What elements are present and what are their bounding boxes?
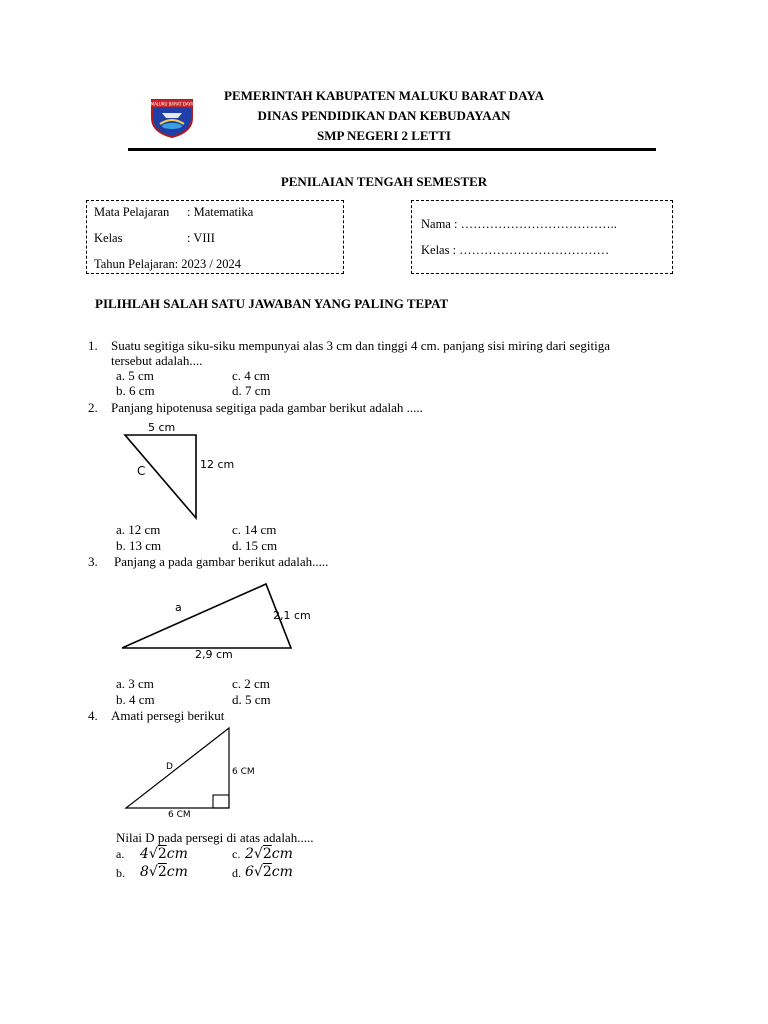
q2-text: Panjang hipotenusa segitiga pada gambar berikut adalah ..... [111,400,423,415]
q4-d-coef: 6 [245,864,254,880]
class-label: Kelas [94,231,123,245]
q4-option-d-label: d. [232,866,241,880]
q2-fig-hyp-label: C [137,464,146,478]
name-line: Nama : ……………………………….. [421,217,617,231]
q4-d-unit: cm [271,864,293,880]
header-rule [128,148,656,151]
q2-option-a: a. 12 cm [116,522,161,537]
q1-text-1: Suatu segitiga siku-siku mempunyai alas 3 cm dan tinggi 4 cm. panjang sisi miring dari segitiga [111,338,610,353]
q2-fig-top-label: 5 cm [148,421,176,434]
q4-triangle-figure [122,724,236,812]
q1-text-2: tersebut adalah.... [111,353,203,368]
q3-option-b: b. 4 cm [116,692,155,707]
header-line-3: SMP NEGERI 2 LETTI [316,128,451,143]
q4-fig-d-label: D [166,762,173,772]
q4-a-coef: 4 [140,846,149,862]
header-line-1: PEMERINTAH KABUPATEN MALUKU BARAT DAYA [224,88,544,103]
q1-option-a: a. 5 cm [116,368,154,383]
q4-a-unit: cm [166,846,188,862]
q4-option-b-label: b. [116,866,125,880]
q4-c-unit: cm [271,846,293,862]
q4-b-unit: cm [166,864,188,880]
q1-option-d: d. 7 cm [232,383,271,398]
q4-option-b: 8√2cm [140,864,188,880]
q4-right-angle-marker [213,795,229,808]
q4-d-rad: 2 [262,864,272,880]
q4-a-rad: 2 [157,846,167,862]
student-info-box [411,200,673,274]
q4-triangle [126,728,229,808]
subject-info-box [86,200,344,274]
q4-option-c: 2√2cm [245,846,293,862]
q4-fig-base-label: 6 CM [168,810,191,820]
q4-question: Nilai D pada persegi di atas adalah..... [116,830,314,845]
q2-option-c: c. 14 cm [232,522,277,537]
q4-number: 4. [88,708,98,723]
q2-number: 2. [88,400,98,415]
logo-text: MALUKU BARAT DAYA [150,101,194,107]
q3-fig-base-label: 2,9 cm [195,648,233,661]
q4-b-rad: 2 [157,864,167,880]
q4-text: Amati persegi berikut [111,708,225,723]
q1-number: 1. [88,338,98,353]
q2-triangle [125,435,196,518]
q4-c-coef: 2 [245,846,254,862]
q3-fig-a-label: a [175,601,182,614]
q1-option-b: b. 6 cm [116,383,155,398]
q3-triangle-figure [118,578,298,652]
exam-title: PENILAIAN TENGAH SEMESTER [280,174,488,189]
q4-c-rad: 2 [262,846,272,862]
q4-b-coef: 8 [140,864,149,880]
q3-fig-right-label: 2,1 cm [273,609,311,622]
class-value: : VIII [187,231,215,245]
q3-text: Panjang a pada gambar berikut adalah..... [114,554,329,569]
year-label: Tahun Pelajaran: 2023 / 2024 [94,257,242,271]
header-line-2: DINAS PENDIDIKAN DAN KEBUDAYAAN [257,108,511,123]
q3-option-a: a. 3 cm [116,676,154,691]
q3-option-d: d. 5 cm [232,692,271,707]
instruction: PILIHLAH SALAH SATU JAWABAN YANG PALING TEPAT [95,296,449,311]
q4-fig-side-label: 6 CM [232,767,255,777]
q2-fig-side-label: 12 cm [200,458,235,471]
q1-option-c: c. 4 cm [232,368,270,383]
q4-option-d: 6√2cm [245,864,293,880]
q2-option-b: b. 13 cm [116,538,162,553]
q3-option-c: c. 2 cm [232,676,270,691]
q4-option-c-label: c. [232,847,241,861]
subject-value: : Matematika [187,205,254,219]
student-class-line: Kelas : ……………………………… [421,243,610,257]
q3-triangle [122,584,291,648]
q2-option-d: d. 15 cm [232,538,278,553]
q3-number: 3. [88,554,98,569]
q4-option-a-label: a. [116,847,125,861]
q4-option-a: 4√2cm [140,846,188,862]
subject-label: Mata Pelajaran [94,205,170,219]
